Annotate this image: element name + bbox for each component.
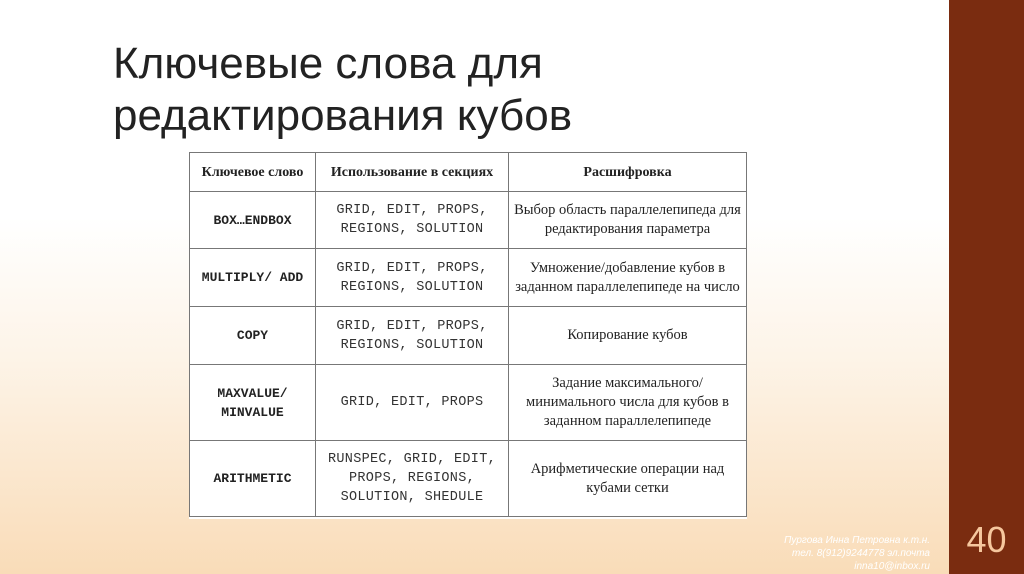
slide-title-line-1: Ключевые слова для — [113, 39, 543, 88]
header-sections: Использование в секциях — [316, 153, 509, 192]
keywords-table — [189, 152, 747, 517]
cell-sections: RUNSPEC, GRID, EDIT, PROPS, REGIONS, SOLUTION, SHEDULE — [316, 441, 509, 517]
right-sidebar-bar — [949, 0, 1024, 574]
table-row — [190, 365, 747, 441]
footer-author: Пургова Инна Петровна к.т.н. — [784, 535, 930, 546]
footer-email: inna10@inbox.ru — [854, 561, 930, 572]
cell-keyword: MAXVALUE/ MINVALUE — [190, 365, 316, 441]
header-keyword: Ключевое слово — [190, 153, 316, 192]
cell-description: Арифметические операции над кубами сетки — [509, 441, 747, 517]
table-row — [190, 441, 747, 517]
footer-phone: тел. 8(912)9244778 эл.почта — [791, 548, 930, 559]
table-row — [190, 192, 747, 249]
cell-description: Копирование кубов — [509, 307, 747, 365]
cell-keyword: MULTIPLY/ ADD — [190, 249, 316, 307]
cell-description: Умножение/добавление кубов в заданном параллелепипеде на число — [509, 249, 747, 307]
page-number: 40 — [966, 519, 1007, 560]
slide-title — [113, 38, 833, 142]
cell-keyword: BOX…ENDBOX — [190, 192, 316, 249]
slide-title-line-2: редактирования кубов — [113, 91, 573, 140]
cell-sections: GRID, EDIT, PROPS, REGIONS, SOLUTION — [316, 249, 509, 307]
cell-sections: GRID, EDIT, PROPS — [316, 365, 509, 441]
author-footer — [700, 534, 930, 573]
cell-description: Выбор область параллелепипеда для редактирования параметра — [509, 192, 747, 249]
cell-sections: GRID, EDIT, PROPS, REGIONS, SOLUTION — [316, 192, 509, 249]
table-row — [190, 307, 747, 365]
cell-description: Задание максимального/минимального числа для кубов в заданном параллелепипеде — [509, 365, 747, 441]
table-header-row — [190, 153, 747, 192]
cell-sections: GRID, EDIT, PROPS, REGIONS, SOLUTION — [316, 307, 509, 365]
cell-keyword: COPY — [190, 307, 316, 365]
header-description: Расшифровка — [509, 153, 747, 192]
table-row — [190, 249, 747, 307]
cell-keyword: ARITHMETIC — [190, 441, 316, 517]
keywords-table-image — [189, 152, 747, 519]
